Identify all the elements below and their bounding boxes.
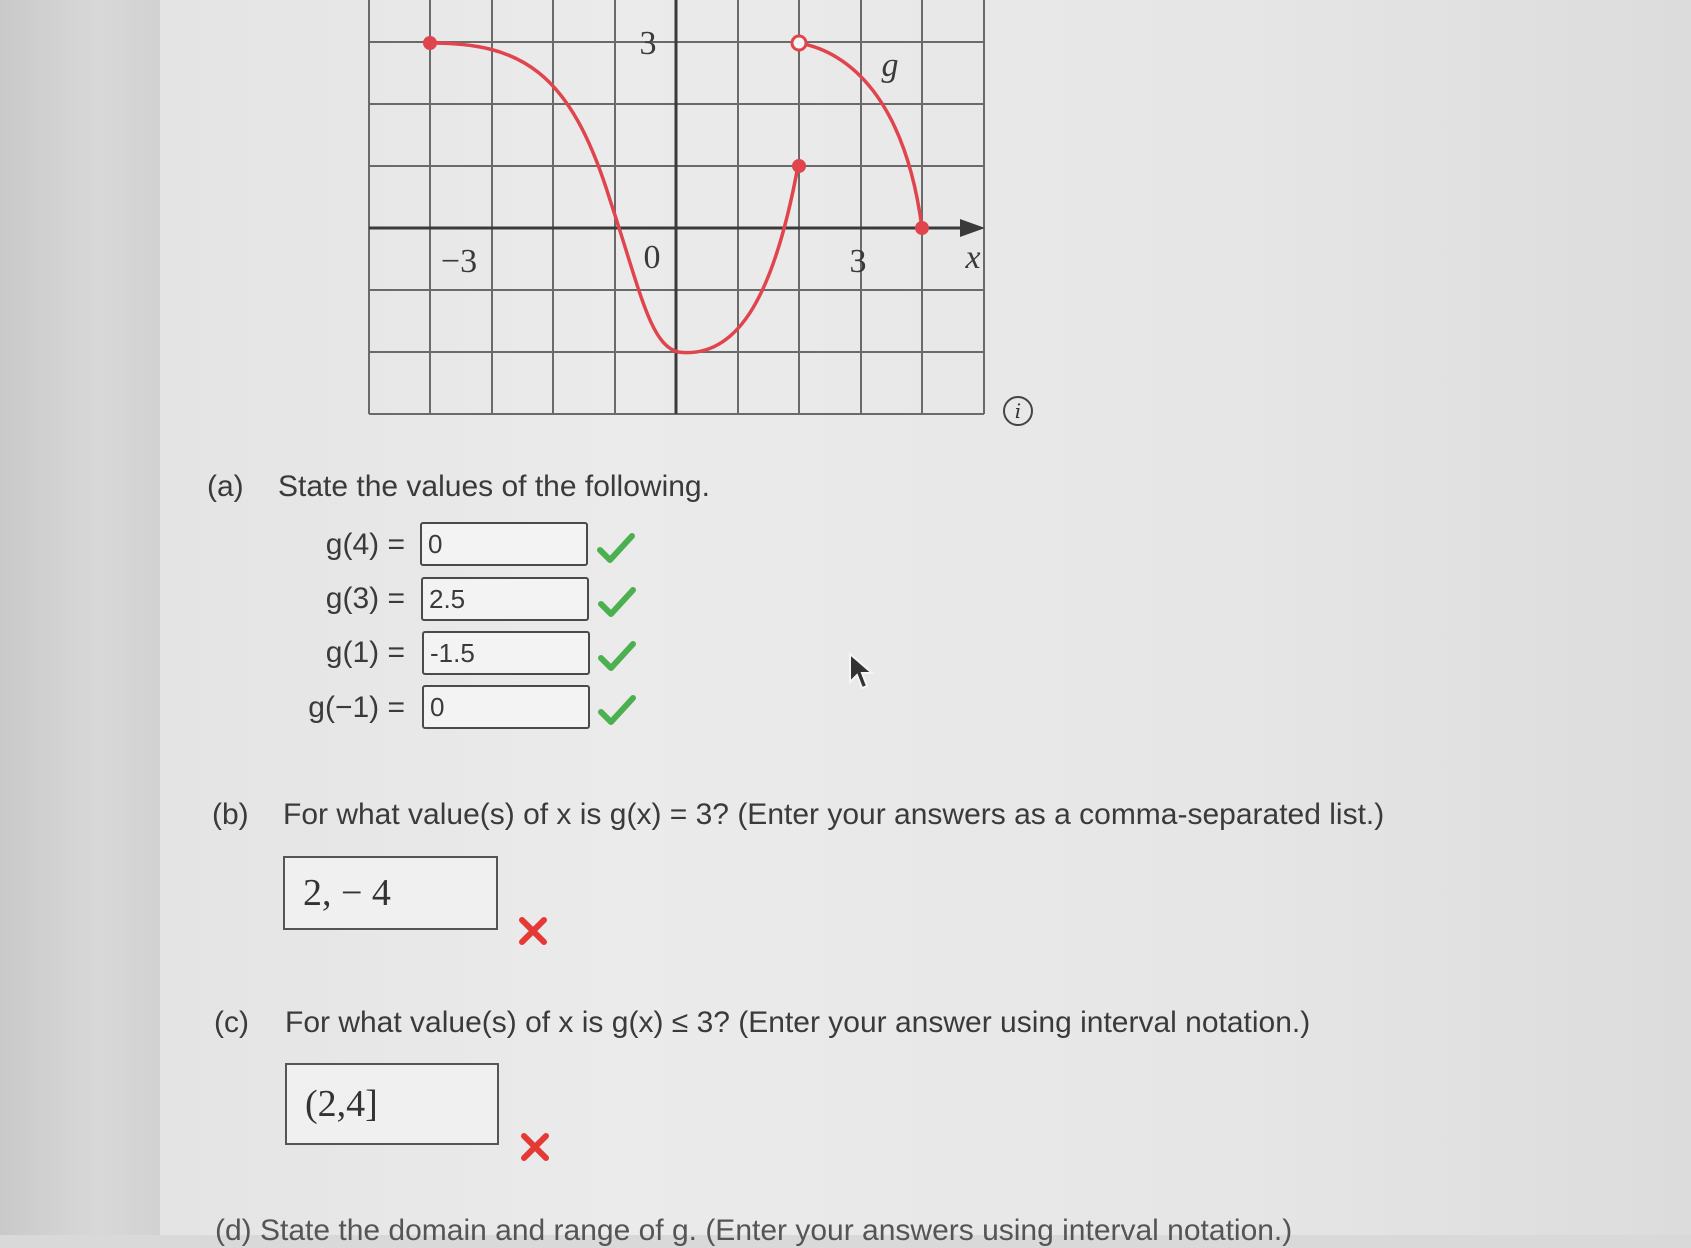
part-b-answer-field[interactable]: 2, − 4 (283, 856, 498, 930)
mouse-cursor-icon (848, 652, 874, 692)
filled-endpoint-right (915, 221, 929, 235)
filled-endpoint-middle (792, 159, 806, 173)
part-c-label: (c) (214, 1006, 249, 1039)
function-graph (0, 0, 1691, 440)
part-a-prompt: State the values of the following. (278, 470, 710, 503)
part-b-label: (b) (212, 798, 249, 831)
part-d-prompt-partial: (d) State the domain and range of g. (Enter your answers using interval notation.) (215, 1214, 1293, 1247)
row-label-g1: g(1) = (325, 636, 405, 669)
row-label-g3: g(3) = (325, 582, 405, 615)
x-axis-arrow (960, 219, 985, 237)
correct-check-icon (598, 694, 636, 728)
part-c-answer-field[interactable]: (2,4] (285, 1063, 499, 1145)
correct-check-icon (598, 586, 636, 620)
row-label-g4: g(4) = (325, 528, 405, 561)
function-label: g (881, 47, 899, 84)
incorrect-x-icon (520, 1132, 550, 1162)
row-label-gneg1: g(−1) = (308, 691, 405, 724)
gneg1-answer-field[interactable]: 0 (422, 685, 590, 729)
part-a-label: (a) (207, 470, 244, 503)
g3-answer-field[interactable]: 2.5 (421, 577, 589, 621)
info-icon[interactable]: i (1003, 396, 1033, 426)
x-tick-0: 0 (643, 239, 661, 276)
x-tick-neg3: −3 (440, 243, 478, 280)
filled-endpoint-left (423, 36, 437, 50)
g4-answer-field[interactable]: 0 (420, 522, 588, 566)
incorrect-x-icon (518, 916, 548, 946)
x-axis-label: x (965, 239, 981, 276)
open-endpoint-top (792, 36, 806, 50)
part-b-prompt: For what value(s) of x is g(x) = 3? (Enter your answers as a comma-separated list.) (283, 798, 1385, 831)
part-c-prompt: For what value(s) of x is g(x) ≤ 3? (Enter your answer using interval notation.) (285, 1006, 1311, 1039)
x-tick-3: 3 (849, 243, 867, 280)
correct-check-icon (597, 532, 635, 566)
g1-answer-field[interactable]: -1.5 (422, 631, 590, 675)
correct-check-icon (598, 640, 636, 674)
y-tick-3: 3 (639, 25, 657, 62)
